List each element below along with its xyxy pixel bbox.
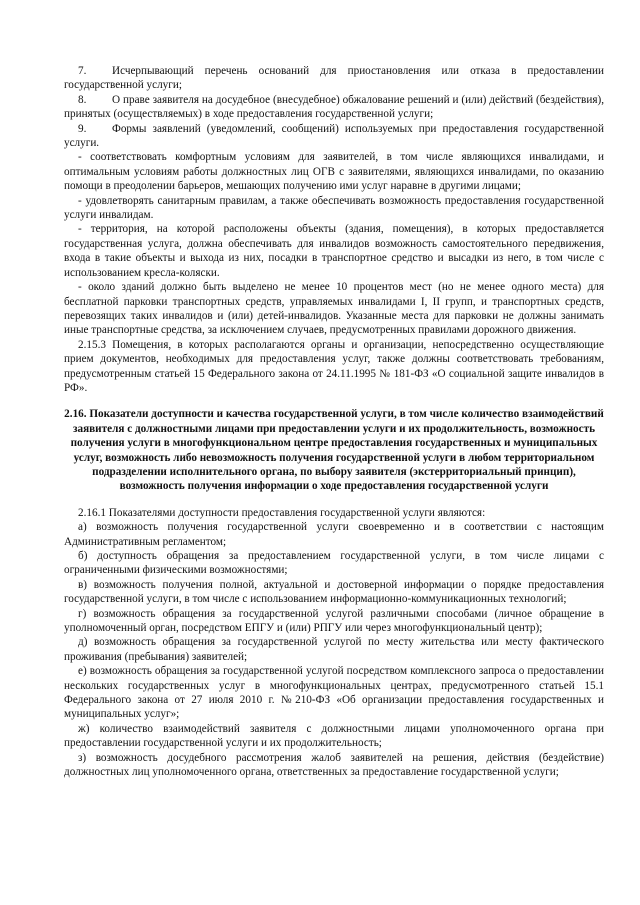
indicator-paragraph: б) доступность обращения за предоставлением государственной услуги, в том числе лицами с ограниченными физическими возможностями; xyxy=(64,550,604,577)
indicator-paragraph: е) возможность обращения за государственной услугой посредством комплексного запроса о предоставлении нескольких государственных услуг в многофункциональных центрах, предусмотренного статьей 15.1 Федерального закона от 27 июля 2010 г. №210-ФЗ «Об организации предоставления государственных и муниципальных услуг»; xyxy=(64,665,604,721)
list-item-9 xyxy=(64,122,604,151)
requirement-paragraph: - около зданий должно быть выделено не менее 10 процентов мест (но не менее одного места) для бесплатной парковки транспортных средств, управляемых инвалидами I, II групп, и транспортных средств, перевозящих таких инвалидов и (или) детей-инвалидов. Указанные места для парковки не должны занимать иные транспортные средства, за исключением случаев, предусмотренных правилами дорожного движения. xyxy=(64,281,604,337)
item-text: О праве заявителя на досудебное (внесудебное) обжалование решений и (или) действий (бездействия), принятых (осуществляемых) в ходе предоставления государственной услуги; xyxy=(64,93,604,121)
indicator-paragraph: ж) количество взаимодействий заявителя с должностными лицами уполномоченного органа при предоставлении государственной услуги и их продолжительность; xyxy=(64,722,604,750)
item-number: 8. xyxy=(78,93,87,106)
indicator-paragraph: в) возможность получения полной, актуальной и достоверной информации о порядке предоставления государственной услуги, в том числе с использованием информационно-коммуникационных технологий; xyxy=(64,578,604,606)
spacer xyxy=(64,395,604,407)
indicator-paragraph: д) возможность обращения за государственной услугой по месту жительства или месту фактического проживания (пребывания) заявителей; xyxy=(64,636,604,663)
indicator-paragraph: а) возможность получения государственной услуги своевременно и в соответствии с настоящим Административным регламентом; xyxy=(64,521,604,548)
requirement-paragraph: - соответствовать комфортным условиям для заявителей, в том числе являющихся инвалидами, и оптимальным условиям работы должностных лиц ОГВ с заявителями, являющихся инвалидами, по оказанию помощи в преодолении барьеров, мешающих получению ими услуг наравне в другими лицами; xyxy=(64,151,604,193)
requirement-paragraph: - территория, на которой расположены объекты (здания, помещения), в которых предоставляется государственная услуга, должна обеспечивать для инвалидов возможность самостоятельного передвижения, входа в такие объекты и выхода из них, посадки в транспортное средство и высадки из него, в том числе с использованием кресла-коляски. xyxy=(64,223,604,279)
list-item-8 xyxy=(64,93,604,122)
section-2-16-1-intro: 2.16.1 Показателями доступности предоставления государственной услуги являются: xyxy=(78,506,486,519)
section-2-15-3-paragraph: 2.15.3 Помещения, в которых располагаются органы и организации, непосредственно осуществляющие прием документов, необходимых для предоставления услуг, также должны соответствовать требованиям, предусмотренным статьей 15 Федерального закона от 24.11.1995 № 181-ФЗ «О социальной защите инвалидов в РФ». xyxy=(64,338,604,394)
item-number: 9. xyxy=(78,122,87,135)
list-item-7 xyxy=(64,64,604,93)
indicator-paragraph: з) возможность досудебного рассмотрения жалоб заявителей на решения, действия (бездействие) должностных лиц уполномоченного органа, ответственных за предоставление государственной услуги; xyxy=(64,751,604,779)
spacer xyxy=(64,494,604,506)
item-text: Исчерпывающий перечень оснований для приостановления или отказа в предоставлении государственной услуги; xyxy=(64,65,604,92)
requirement-paragraph: - удовлетворять санитарным правилам, а также обеспечивать возможность предоставления государственной услуги инвалидам. xyxy=(64,194,604,222)
item-text: Формы заявлений (уведомлений, сообщений) используемых при предоставления государственной услуги. xyxy=(64,122,604,150)
section-heading-2-16: 2.16. Показатели доступности и качества государственной услуги, в том числе количество взаимодействий заявителя с должностными лицами при предоставлении услуги и их продолжительность, возможность получения услуги в многофункциональном центре предоставления государственных и муниципальных услуг, возможность либо невозможность получения государственной услуги в любом территориальном подразделении исполнительного органа, по выбору заявителя (экстерриториальный принцип), возможность получения информации о ходе предоставления государственной услуги xyxy=(64,408,604,493)
indicator-paragraph: г) возможность обращения за государственной услугой различными способами (личное обращение в уполномоченный орган, посредством ЕПГУ и (или) РПГУ или через многофункциональный центр); xyxy=(64,607,604,635)
item-number: 7. xyxy=(78,65,87,77)
